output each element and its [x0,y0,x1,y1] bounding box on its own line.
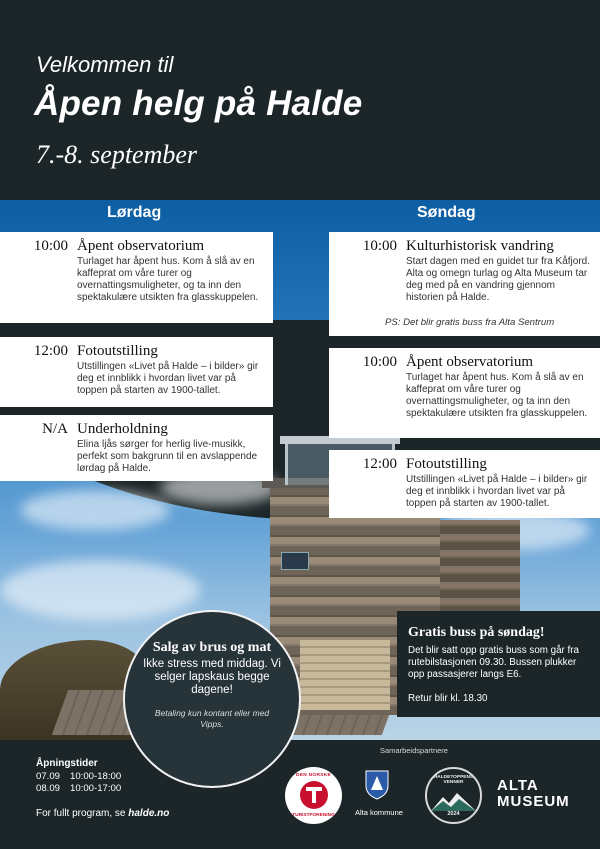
event-description: Utstillingen «Livet på Halde – i bilder» gir deg et innblikk i hvordan livet var på toppen på starten av 1900-tallet. [406,474,588,509]
dnt-t-icon [300,781,328,809]
welcome-text: Velkommen til [36,52,174,77]
event-description: Elina ljås sørger for herlig live-musikk, perfekt som bakgrunn til en avslappende lørdag på Halde. [77,439,258,474]
food-sale-body: Ikke stress med middag. Vi selger lapskaus begge dagene! [143,658,281,696]
hours-time: 10:00-18:00 [70,771,122,782]
museum-line-1: ALTA [497,777,539,794]
saturday-event-card [0,415,273,481]
alta-museum-logo [497,778,570,810]
sunday-event-card [329,232,600,336]
hours-date: 08.09 [36,783,61,794]
event-description: Utstillingen «Livet på Halde – i bilder» gir deg et innblikk i hvordan livet var på toppen på starten av 1900-tallet. [77,361,259,396]
payment-note: Betaling kun kontant eller med Vipps. [154,708,270,729]
event-title: Kulturhistorisk vandring [406,238,554,254]
hours-time: 10:00-17:00 [70,783,122,794]
event-time: 10:00 [362,354,397,370]
event-description: Start dagen med en guidet tur fra Kåfjord. Alta og omegn turlag og Alta Museum tar deg med på en vandring gjennom historien på Halde. [406,256,590,303]
food-sale-title: Salg av brus og mat [152,640,272,655]
program-info [36,808,169,819]
event-title: Fotoutstilling [77,343,158,359]
hours-date: 07.09 [36,771,61,782]
program-prefix: For fullt program, se [36,808,129,819]
solar-panel [281,552,309,570]
alta-kommune-shield-icon [365,770,389,800]
page-title: Åpen helg på Halde [34,84,363,123]
event-time: 10:00 [362,238,397,254]
free-bus-box [397,611,600,717]
event-time: N/A [42,421,68,437]
bus-description: Det blir satt opp gratis buss som går fra rutebilstasjonen 09.30. Bussen plukker opp passasjerer langs E6. [408,645,579,680]
event-title: Underholdning [77,421,168,437]
event-note: PS: Det blir gratis buss fra Alta Sentrum [385,317,555,328]
mountain-icon [431,791,476,811]
stone-stairs [300,640,390,710]
haldetoppens-venner-logo [425,767,482,824]
event-description: Turlaget har åpent hus. Kom å slå av en kaffeprat om våre turer og overnattingsmuligheter, og ta inn den spektakulære utsikten fra glasskuppelen. [406,372,588,419]
event-title: Åpent observatorium [406,354,534,370]
dnt-logo [285,767,342,824]
cloud [20,490,170,530]
event-time: 12:00 [33,343,68,359]
dnt-logo-bottom-text: TURISTFORENING [292,813,335,818]
alta-kommune-label: Alta kommune [355,808,403,817]
cloud [0,560,200,620]
event-title: Fotoutstilling [406,456,487,472]
bus-title: Gratis buss på søndag! [408,625,545,640]
saturday-event-card [0,232,273,323]
event-title: Åpent observatorium [77,238,205,254]
sunday-heading: Søndag [417,204,476,221]
bus-return-time: Retur blir kl. 18.30 [408,693,488,704]
museum-line-2: MUSEUM [497,793,570,810]
food-sale-badge [123,610,301,788]
event-description: Turlaget har åpent hus. Kom å slå av en kaffeprat om våre turer og overnattingsmuligheter, og ta inn den spektakulære utsikten fra glasskuppelen. [77,256,259,303]
event-time: 10:00 [33,238,68,254]
sunday-event-card [329,450,600,518]
partners-label: Samarbeidspartnere [380,746,448,755]
haldetoppens-name: HALDETOPPENS VENNER [433,775,474,785]
haldetoppens-year: 2024 [447,811,460,817]
event-dates: 7.-8. september [36,140,198,169]
opening-hours-row [36,783,121,794]
saturday-event-card [0,337,273,407]
saturday-heading: Lørdag [107,204,162,221]
dnt-logo-top-text: DEN NORSKE [296,773,331,778]
opening-hours-label: Åpningstider [36,758,98,769]
opening-hours-row [36,771,121,782]
program-link[interactable]: halde.no [128,808,170,819]
sunday-event-card [329,348,600,438]
event-time: 12:00 [362,456,397,472]
